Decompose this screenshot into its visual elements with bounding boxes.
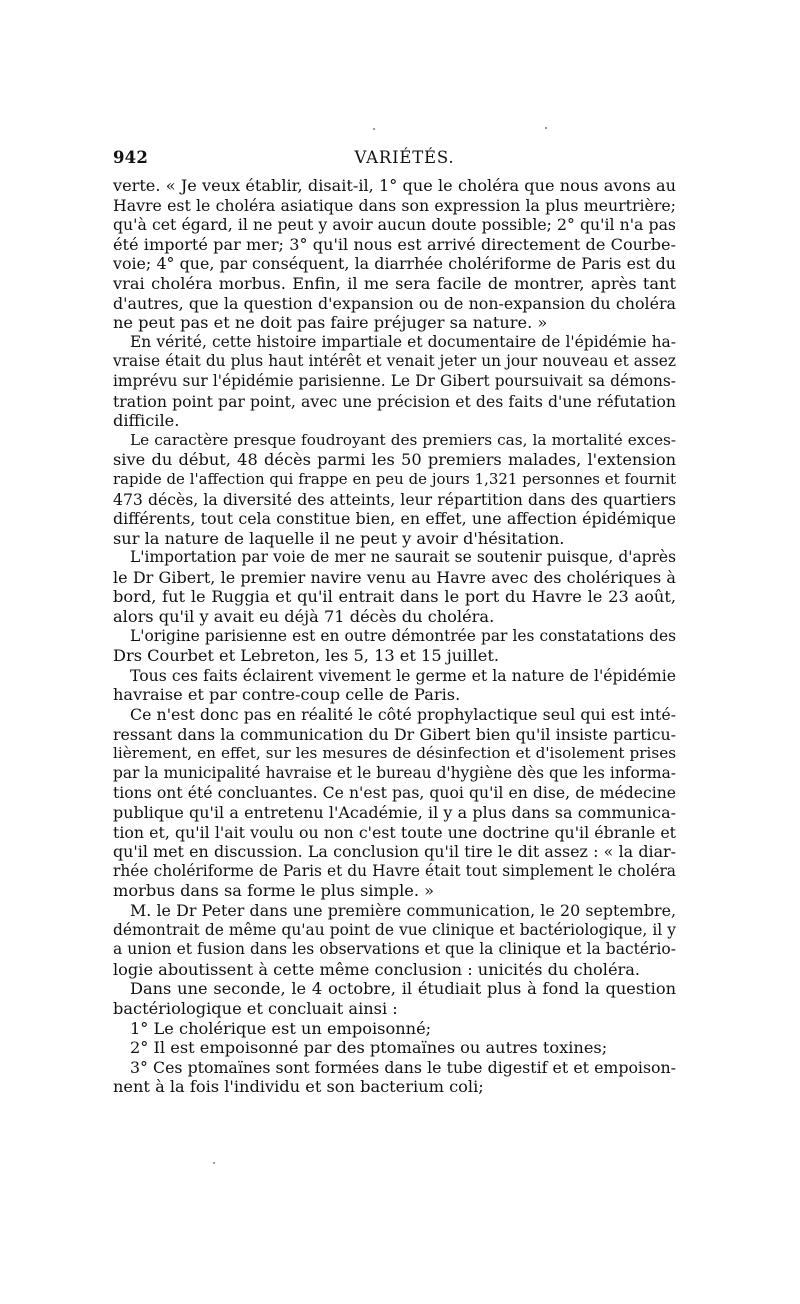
text-line: Ce n'est donc pas en réalité le côté prophylactique seul qui est inté- [130, 705, 676, 725]
text-line: d'autres, que la question d'expansion ou de non-expansion du choléra [113, 293, 676, 313]
text-line: démontrait de même qu'au point de vue clinique et bactériologique, il y [113, 920, 676, 939]
text-line: Dans une seconde, le 4 octobre, il étudiait plus à fond la question [130, 979, 676, 999]
text-line: 473 décès, la diversité des atteints, leur répartition dans des quartiers [113, 489, 676, 509]
text-line: Le caractère presque foudroyant des premiers cas, la mortalité exces- [130, 430, 676, 449]
text-line: rapide de l'affection qui frappe en peu de jours 1,321 personnes et fournit [113, 469, 676, 488]
print-speck [545, 127, 547, 129]
page-header [113, 148, 676, 174]
text-line: En vérité, cette histoire impartiale et documentaire de l'épidémie ha- [130, 332, 676, 351]
text-line: M. le Dr Peter dans une première communication, le 20 septembre, [130, 900, 676, 920]
text-line: tration point par point, avec une précision et des faits d'une réfutation [113, 391, 676, 411]
text-line: par la municipalité havraise et le bureau d'hygiène dès que les informa- [113, 763, 676, 782]
text-line: été importé par mer; 3° qu'il nous est arrivé directement de Courbe- [113, 234, 676, 254]
text-line: difficile. [113, 411, 180, 431]
text-line: verte. « Je veux établir, disait-il, 1° que le choléra que nous avons au [113, 176, 676, 195]
text-line: tions ont été concluantes. Ce n'est pas, quoi qu'il en dise, de médecine [113, 783, 676, 803]
text-line: ressant dans la communication du Dr Gibert bien qu'il insiste particu- [113, 724, 676, 744]
text-line: qu'il met en discussion. La conclusion qu'il tire le dit assez : « la diar- [113, 842, 676, 862]
text-line: Drs Courbet et Lebreton, les 5, 13 et 15 juillet. [113, 646, 499, 666]
text-line: imprévu sur l'épidémie parisienne. Le Dr Gibert poursuivait sa démons- [113, 371, 676, 390]
text-line: morbus dans sa forme le plus simple. » [113, 881, 435, 901]
text-line: ne peut pas et ne doit pas faire préjuger sa nature. » [113, 313, 548, 333]
text-line: lièrement, en effet, sur les mesures de désinfection et d'isolement prises [113, 744, 676, 763]
body-text [113, 176, 676, 1097]
text-line: publique qu'il a entretenu l'Académie, il y a plus dans sa communica- [113, 803, 676, 822]
print-speck [373, 128, 375, 130]
text-line: L'importation par voie de mer ne saurait se soutenir puisque, d'après [130, 548, 676, 567]
page-number: 942 [113, 148, 149, 167]
running-title: VARIÉTÉS. [354, 148, 455, 167]
text-line: qu'à cet égard, il ne peut y avoir aucun doute possible; 2° qu'il n'a pas [113, 215, 676, 235]
text-line: L'origine parisienne est en outre démontrée par les constatations des [130, 626, 676, 645]
text-line: 3° Ces ptomaïnes sont formées dans le tube digestif et et empoison- [130, 1057, 676, 1077]
text-line: 2° Il est empoisonné par des ptomaïnes ou autres toxines; [130, 1038, 608, 1058]
text-line: différents, tout cela constitue bien, en effet, une affection épidémique [113, 509, 676, 529]
text-line: voie; 4° que, par conséquent, la diarrhée cholériforme de Paris est du [113, 254, 676, 274]
text-line: vraise était du plus haut intérêt et venait jeter un jour nouveau et assez [113, 352, 676, 371]
text-line: tion et, qu'il l'ait voulu ou non c'est toute une doctrine qu'il ébranle et [113, 822, 676, 842]
text-line: 1° Le cholérique est un empoisonné; [130, 1018, 432, 1038]
text-line: Havre est le choléra asiatique dans son expression la plus meurtrière; [113, 195, 676, 215]
text-line: bactériologique et concluait ainsi : [113, 998, 398, 1018]
text-line: alors qu'il y avait eu déjà 71 décès du choléra. [113, 607, 495, 627]
text-line: logie aboutissent à cette même conclusion : unicités du choléra. [113, 959, 641, 979]
text-line: havraise et par contre-coup celle de Paris. [113, 685, 461, 705]
print-speck [213, 1162, 215, 1164]
text-line: Tous ces faits éclairent vivement le germe et la nature de l'épidémie [130, 665, 676, 685]
text-line: rhée cholériforme de Paris et du Havre était tout simplement le choléra [113, 861, 676, 880]
text-line: vrai choléra morbus. Enfin, il me sera facile de montrer, après tant [113, 273, 676, 293]
text-line: bord, fut le Ruggia et qu'il entrait dans le port du Havre le 23 août, [113, 587, 676, 607]
text-line: sur la nature de laquelle il ne peut y avoir d'hésitation. [113, 528, 565, 548]
text-line: sive du début, 48 décès parmi les 50 premiers malades, l'extension [113, 450, 676, 470]
text-line: a union et fusion dans les observations et que la clinique et la bactério- [113, 940, 676, 959]
text-line: nent à la fois l'individu et son bacterium coli; [113, 1077, 484, 1097]
text-line: le Dr Gibert, le premier navire venu au Havre avec des cholériques à [113, 567, 676, 587]
